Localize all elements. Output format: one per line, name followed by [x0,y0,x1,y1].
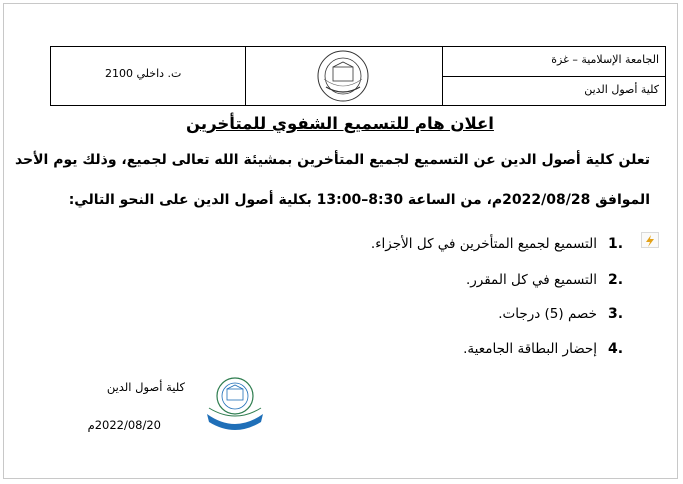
list-item-text: التسميع في كل المقرر. [465,272,597,288]
university-name: الجامعة الإسلامية – غزة [551,53,659,66]
header-row-divider [443,76,665,77]
list-item-number: 2. [608,272,624,288]
internal-phone: ت. داخلي 2100 [105,67,182,80]
footer-date: 2022/08/20م [87,418,161,432]
list-item-text: إحضار البطاقة الجامعية. [463,341,597,357]
announcement-line-2: الموافق 2022/08/28م، من الساعة 8:30–13:00 بكلية أصول الدين على النحو التالي: [68,192,650,208]
list-item-number: 3. [608,306,624,322]
header-table [50,46,666,106]
list-item-text: التسميع لجميع المتأخرين في كل الأجزاء. [370,236,597,252]
lightning-icon [641,232,659,248]
announcement-line-1: تعلن كلية أصول الدين عن التسميع لجميع المتأخرين بمشيئة الله تعالى لجميع، وذلك يوم الأحد [14,152,650,168]
list-item-number: 4. [608,341,624,357]
university-seal-logo [316,49,370,103]
footer-faculty: كلية أصول الدين [106,380,185,394]
announcement-title: اعلان هام للتسميع الشفوي للمتأخرين [186,114,494,133]
list-item-number: 1. [608,236,624,252]
list-item-text: خصم (5) درجات. [498,306,597,322]
faculty-seal-logo [203,374,267,432]
faculty-name: كلية أصول الدين [584,83,659,96]
header-cell-divider [245,47,246,105]
